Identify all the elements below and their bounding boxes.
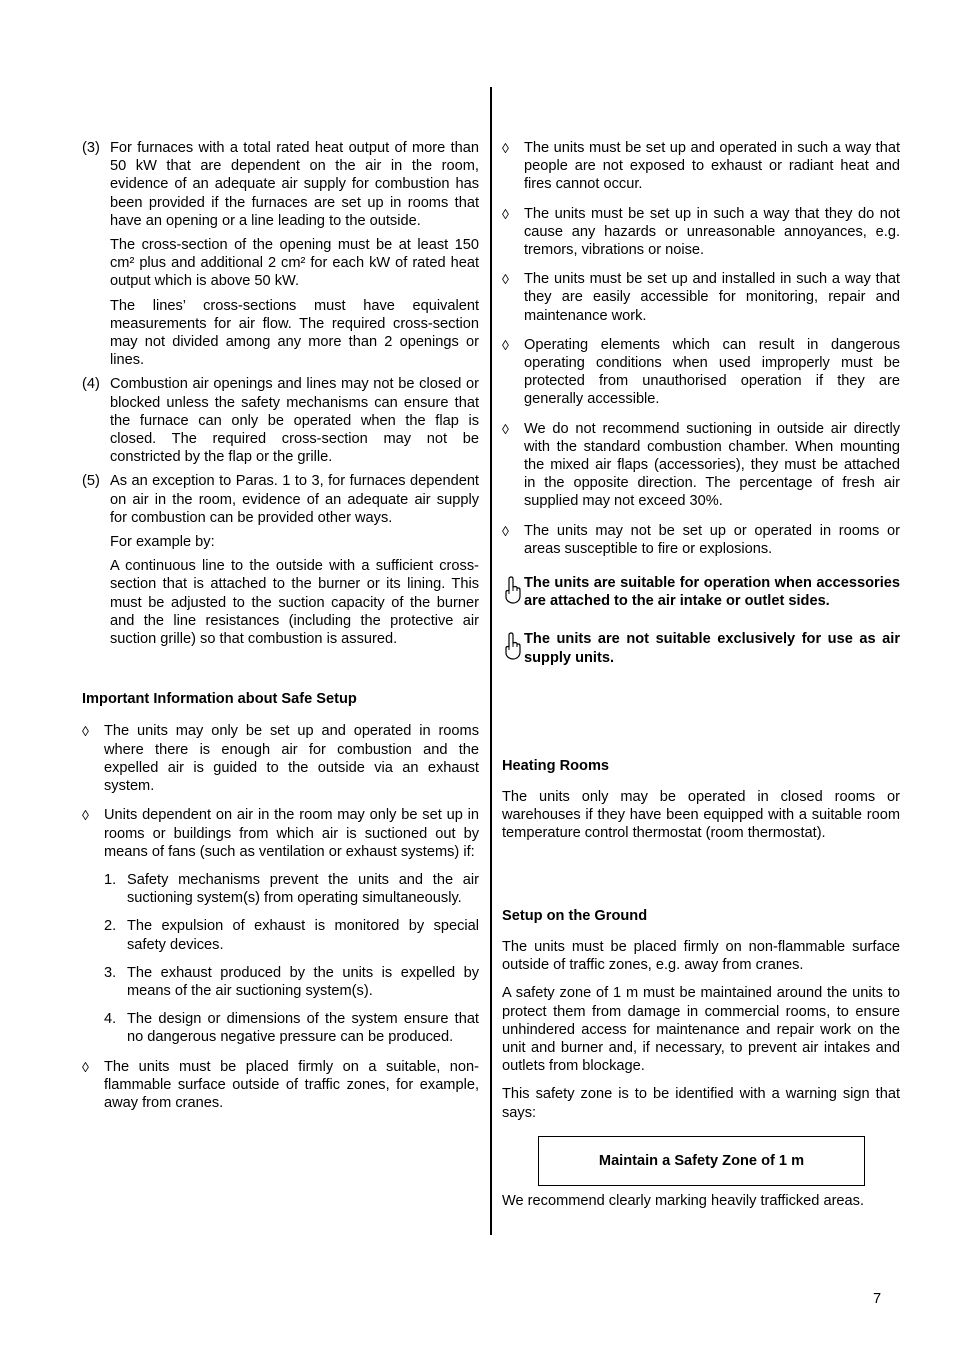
warning-sign-text: Maintain a Safety Zone of 1 m — [598, 1152, 805, 1169]
heating-rooms-heading: Heating Rooms — [502, 757, 610, 774]
paragraph: The cross-section of the opening must be at least 150 cm² plus and additional 2 cm² for each kW of rated heat output which is above 50 kW. — [110, 237, 479, 290]
hint-text: The units are not suitable exclusively for use as air supply units. — [524, 631, 900, 666]
numbered-item-5 — [82, 472, 479, 648]
numbered-item-4 — [82, 375, 479, 466]
paragraph: For example by: — [110, 534, 215, 551]
pointing-hand-icon — [502, 631, 522, 661]
sub-item-3 — [82, 964, 479, 1000]
diamond-bullet-icon: ◊ — [82, 723, 89, 740]
diamond-bullet-icon: ◊ — [82, 1058, 89, 1075]
sub-item-number: 2. — [104, 918, 117, 935]
bullet-item — [82, 1058, 479, 1113]
sub-item-number: 3. — [104, 964, 117, 981]
hint-note — [502, 574, 900, 610]
bullet-item — [502, 420, 900, 511]
sub-item-text: Safety mechanisms prevent the units and the air suctioning system(s) from operating simultaneously. — [127, 871, 479, 907]
bullet-text: We do not recommend suctioning in outside air directly with the standard combustion chamber. When mounting the mixed air flaps (accessories), they must be attached in the opposite direction. The percentage of fresh air supplied may not exceed 30%. — [524, 420, 900, 510]
bullet-item — [82, 806, 479, 861]
pointing-hand-icon — [502, 575, 522, 605]
sub-item-text: The design or dimensions of the system ensure that no dangerous negative pressure can be produced. — [127, 1011, 479, 1046]
page-number: 7 — [873, 1291, 882, 1307]
safe-setup-heading: Important Information about Safe Setup — [82, 691, 357, 708]
bullet-item — [502, 205, 900, 260]
sub-item-1 — [82, 871, 479, 907]
heating-rooms-text: The units only may be operated in closed rooms or warehouses if they have been equipped with a suitable room temperature control thermostat (room thermostat). — [502, 789, 900, 842]
bullet-item — [82, 722, 479, 795]
bullet-text: The units must be set up and installed in such a way that they are easily accessible for monitoring, repair and maintenance work. — [524, 271, 900, 324]
diamond-bullet-icon: ◊ — [502, 336, 509, 353]
bullet-text: The units must be set up and operated in such a way that people are not exposed to exhaust or radiant heat and fires cannot occur. — [524, 140, 900, 193]
warning-sign-box — [538, 1136, 865, 1186]
paragraph: We recommend clearly marking heavily trafficked areas. — [502, 1192, 865, 1209]
diamond-bullet-icon: ◊ — [502, 205, 509, 222]
hint-text: The units are suitable for operation when accessories are attached to the air intake or outlet sides. — [524, 575, 900, 610]
diamond-bullet-icon: ◊ — [502, 271, 509, 288]
setup-ground-heading: Setup on the Ground — [502, 907, 648, 924]
hint-note — [502, 630, 900, 666]
bullet-text: Units dependent on air in the room may only be set up in rooms or buildings from which air is suctioned out by means of fans (such as ventilation or exhaust systems) if: — [104, 807, 479, 860]
paragraph: A continuous line to the outside with a sufficient cross-section that is attached to the burner or its lining. This must be adjusted to the suction capacity of the burner and the line resistances (including the protective air suction grille) so that combustion is assured. — [110, 558, 479, 648]
paragraph: The units must be placed firmly on non-flammable surface outside of traffic zones, e.g. away from cranes. — [502, 938, 900, 974]
diamond-bullet-icon: ◊ — [502, 522, 509, 539]
sub-item-text: The exhaust produced by the units is expelled by means of the air suctioning system(s). — [127, 964, 479, 999]
diamond-bullet-icon: ◊ — [82, 807, 89, 824]
left-column — [82, 139, 479, 1112]
diamond-bullet-icon: ◊ — [502, 140, 509, 156]
sub-item-4 — [82, 1010, 479, 1046]
right-column — [502, 139, 900, 1210]
item-number: (4) — [82, 376, 100, 393]
paragraph: As an exception to Paras. 1 to 3, for furnaces dependent on air in the room, evidence of an adequate air supply for combustion can be provided other ways. — [110, 473, 479, 526]
sub-item-number: 4. — [104, 1011, 117, 1028]
sub-item-number: 1. — [104, 871, 117, 888]
paragraph: The lines’ cross-sections must have equivalent measurements for air flow. The required cross-section may not divided among any more than 2 openings or lines. — [110, 297, 479, 369]
paragraph: This safety zone is to be identified with a warning sign that says: — [502, 1086, 900, 1121]
paragraph: A safety zone of 1 m must be maintained around the units to protect them from damage in commercial rooms, to ensure unhindered access for maintenance and repair work on the unit and burner and, if necessary, to prevent air intakes and outlets from blockage. — [502, 985, 900, 1075]
paragraph: For furnaces with a total rated heat output of more than 50 kW that are dependent on the air in the room, evidence of an adequate air supply for combustion has been provided if the furnaces are set up in rooms that have an opening or a line leading to the outside. — [110, 140, 479, 229]
diamond-bullet-icon: ◊ — [502, 420, 509, 437]
sub-item-2 — [82, 917, 479, 953]
item-number: (5) — [82, 473, 100, 490]
bullet-item — [502, 270, 900, 325]
bullet-text: The units must be set up in such a way that they do not cause any hazards or unreasonable annoyances, e.g. tremors, vibrations or noise. — [524, 205, 900, 259]
paragraph: Combustion air openings and lines may not be closed or blocked unless the safety mechanisms can ensure that the furnace can only be operated when the flap is closed. The required cross-section may not be constricted by the flap or the grille. — [110, 376, 479, 466]
bullet-text: The units may not be set up or operated in rooms or areas susceptible to fire or explosions. — [524, 522, 900, 557]
sub-item-text: The expulsion of exhaust is monitored by special safety devices. — [127, 918, 479, 953]
item-number: (3) — [82, 140, 100, 156]
bullet-item — [502, 336, 900, 409]
bullet-item — [502, 139, 900, 194]
bullet-text: The units must be placed firmly on a suitable, non-flammable surface outside of traffic zones, for example, away from cranes. — [104, 1058, 479, 1111]
column-divider — [490, 87, 492, 1235]
bullet-text: Operating elements which can result in dangerous operating conditions when used improperly must be protected from unauthorised operation if they are generally accessible. — [524, 336, 900, 408]
bullet-text: The units may only be set up and operated in rooms where there is enough air for combustion and the expelled air is guided to the outside via an exhaust system. — [104, 723, 479, 795]
bullet-item — [502, 522, 900, 558]
numbered-item-3 — [82, 139, 479, 369]
